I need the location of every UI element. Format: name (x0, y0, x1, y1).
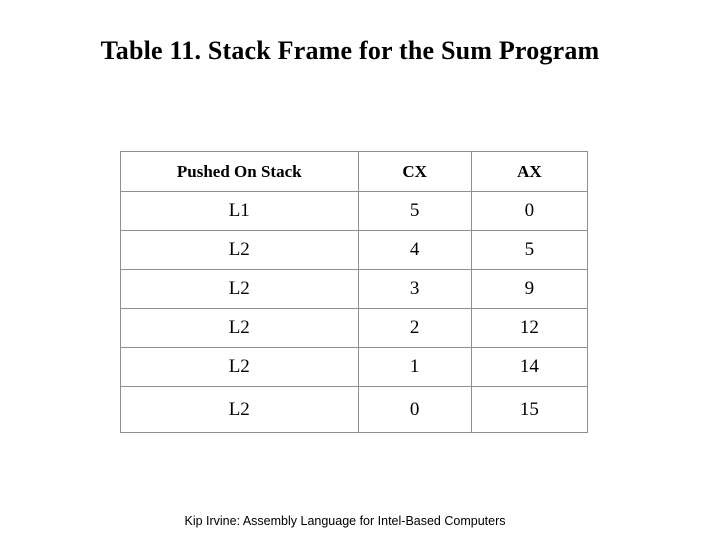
table-row (121, 231, 588, 270)
cell-ax: 9 (471, 270, 587, 309)
slide-title: Table 11. Stack Frame for the Sum Program (100, 36, 600, 65)
cell-pushed: L1 (121, 192, 359, 231)
cell-cx: 2 (358, 309, 471, 348)
table-row (121, 192, 588, 231)
table-row (121, 270, 588, 309)
cell-cx: 4 (358, 231, 471, 270)
cell-pushed: L2 (121, 231, 359, 270)
header-cx: CX (358, 152, 471, 192)
cell-ax: 15 (471, 387, 587, 433)
footer-credit: Kip Irvine: Assembly Language for Intel-Based Computers (184, 514, 506, 528)
cell-ax: 5 (471, 231, 587, 270)
cell-pushed: L2 (121, 387, 359, 433)
table-header-row (121, 152, 588, 192)
table-row (121, 348, 588, 387)
cell-pushed: L2 (121, 270, 359, 309)
cell-cx: 3 (358, 270, 471, 309)
cell-cx: 0 (358, 387, 471, 433)
cell-ax: 14 (471, 348, 587, 387)
cell-cx: 5 (358, 192, 471, 231)
cell-cx: 1 (358, 348, 471, 387)
header-pushed-on-stack: Pushed On Stack (121, 152, 359, 192)
cell-ax: 12 (471, 309, 587, 348)
cell-pushed: L2 (121, 348, 359, 387)
cell-ax: 0 (471, 192, 587, 231)
header-ax: AX (471, 152, 587, 192)
table-row (121, 387, 588, 433)
cell-pushed: L2 (121, 309, 359, 348)
stack-frame-table (120, 151, 588, 433)
table-row (121, 309, 588, 348)
